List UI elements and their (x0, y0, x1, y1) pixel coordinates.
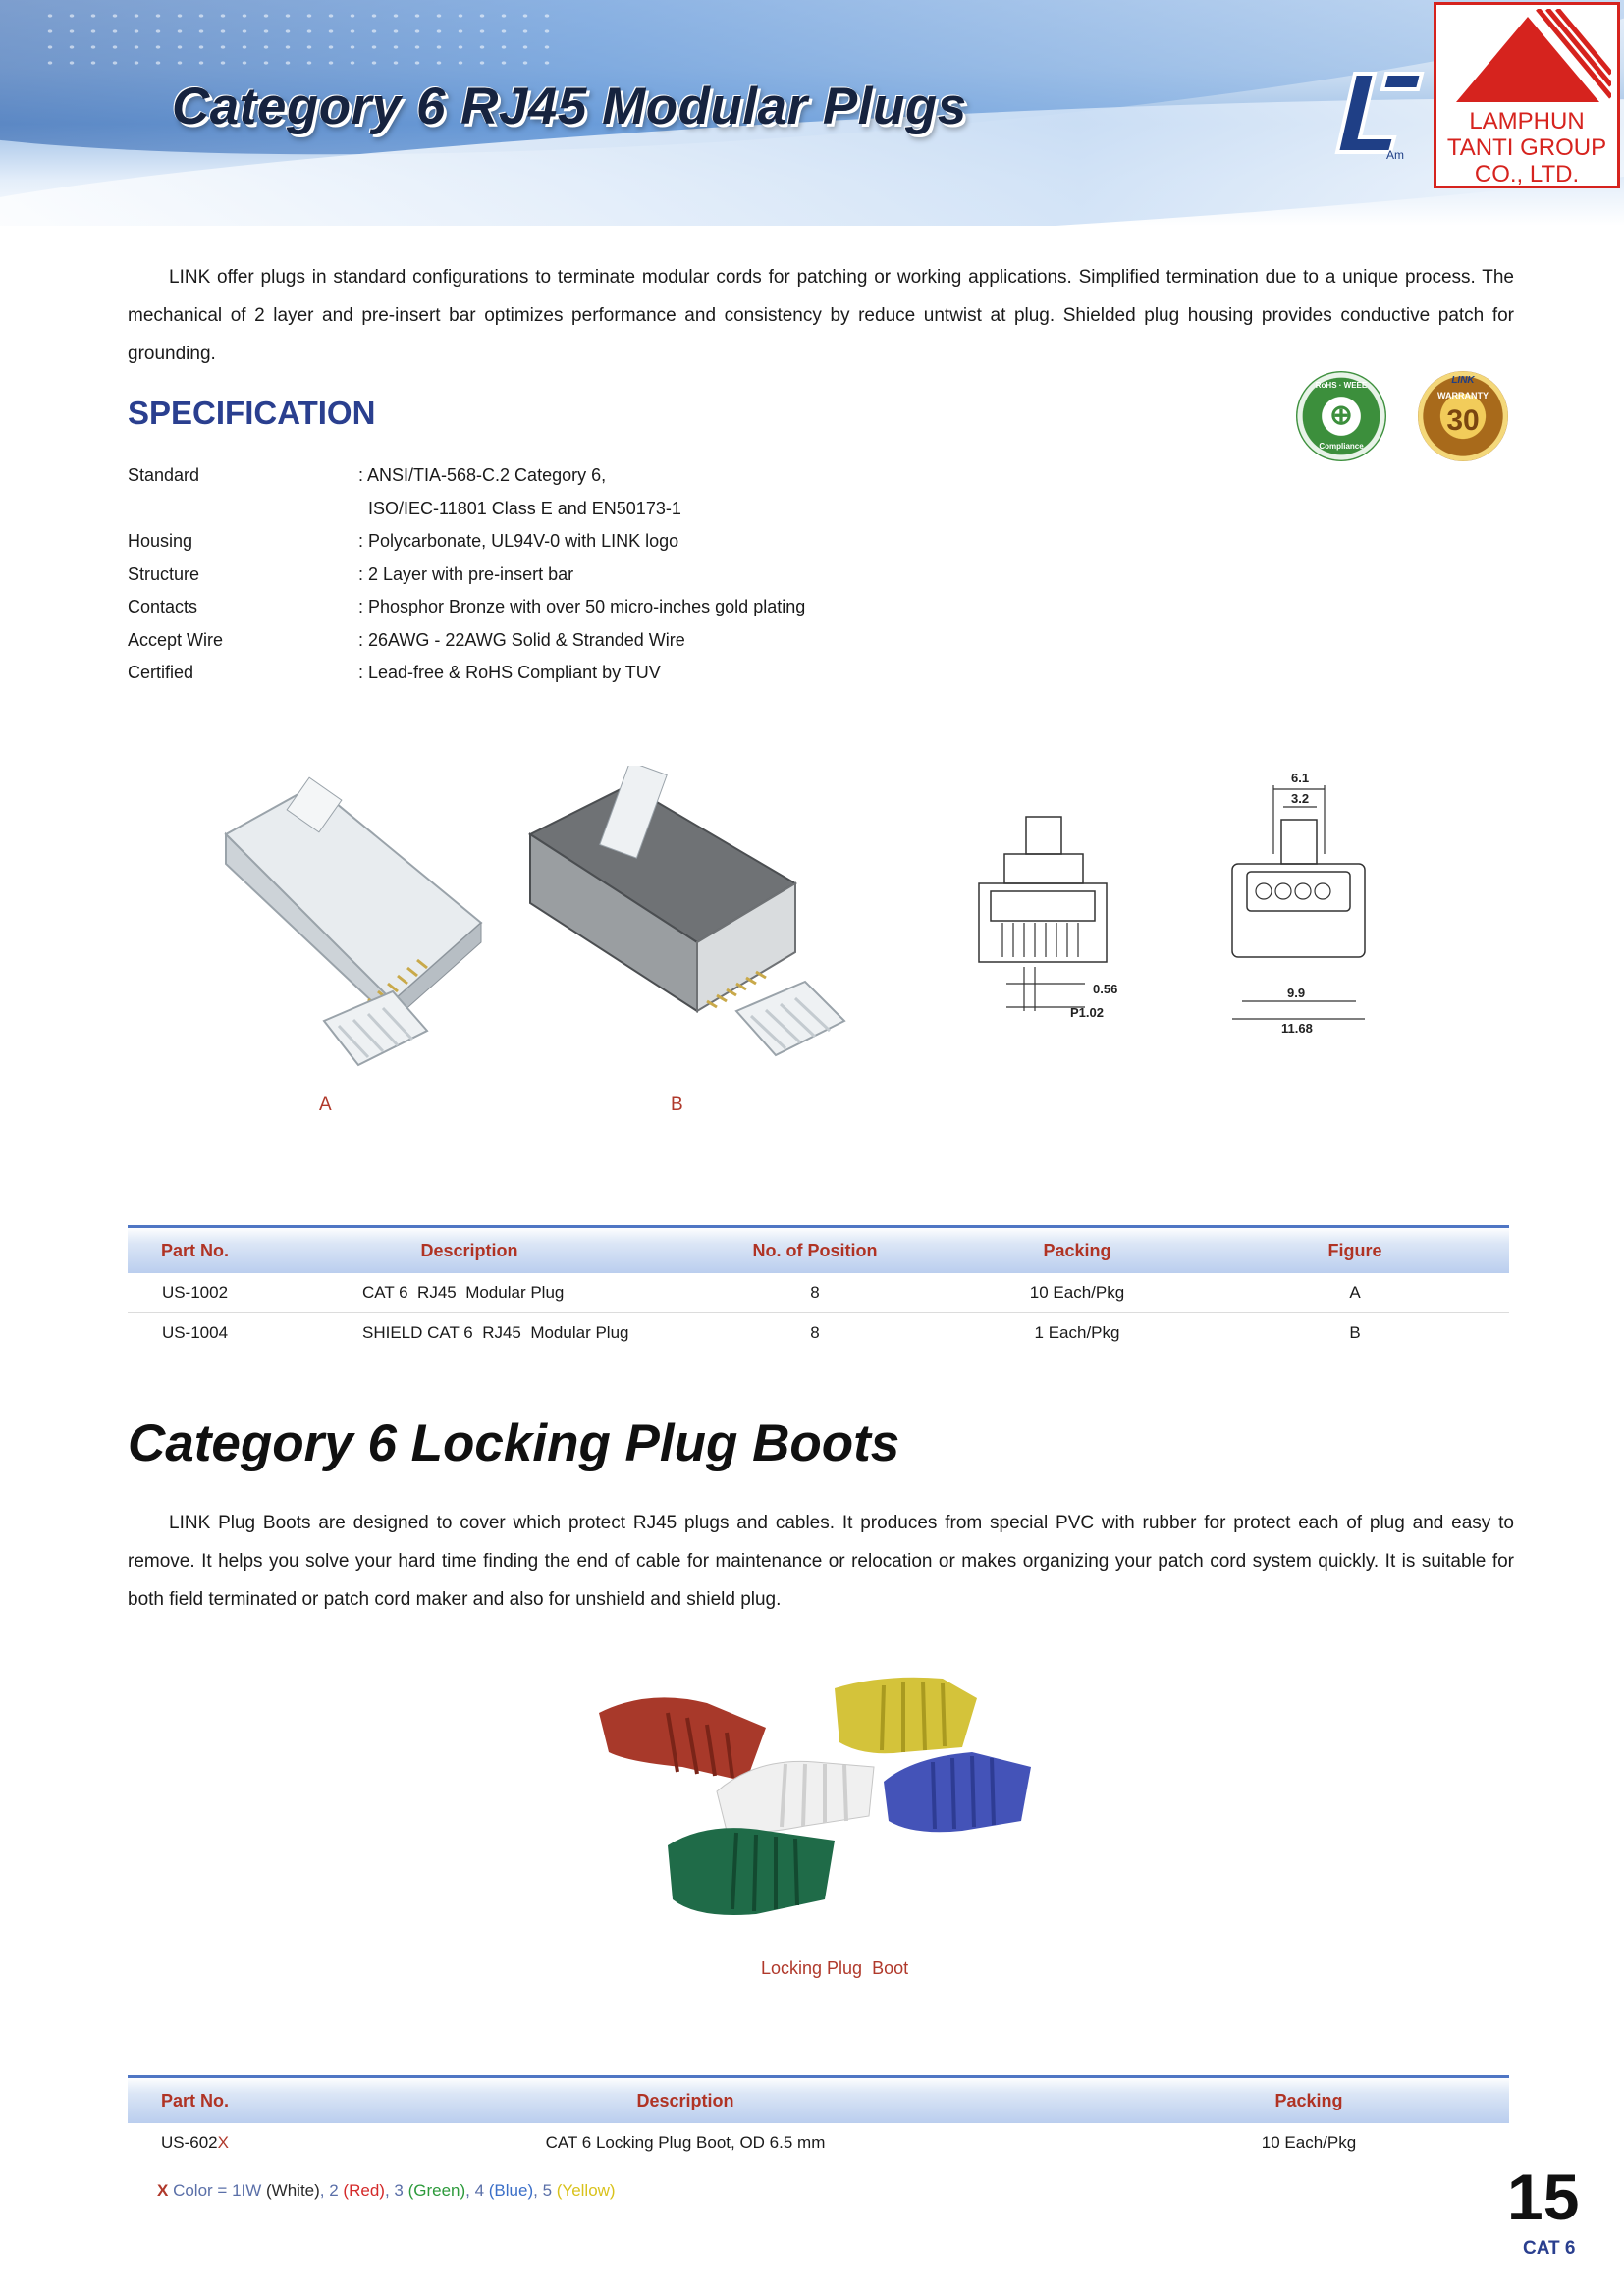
color-legend (157, 2181, 616, 2201)
banner-dots (39, 8, 550, 67)
part-suffix: X (217, 2133, 229, 2152)
cell-figure: B (1349, 1323, 1361, 1342)
boots-section-title: Category 6 Locking Plug Boots (128, 1415, 900, 1472)
spec-value: : ANSI/TIA-568-C.2 Category 6, (358, 465, 607, 486)
spec-value: : 2 Layer with pre-insert bar (358, 563, 574, 584)
column-header: Part No. (128, 1227, 262, 1274)
color-red: (Red) (343, 2181, 385, 2200)
spec-value: : Phosphor Bronze with over 50 micro-inches gold plating (358, 597, 806, 617)
cell-description: CAT 6 Locking Plug Boot, OD 6.5 mm (545, 2133, 826, 2152)
boots-paragraph (128, 1504, 1514, 1619)
color-sep: , 2 (319, 2181, 344, 2200)
lamphun-logo (1434, 2, 1620, 188)
boot-blue (884, 1752, 1031, 1832)
spec-value: ISO/IEC-11801 Class E and EN50173-1 (358, 498, 681, 518)
intro-paragraph (128, 258, 1514, 373)
cell-positions: 8 (677, 1273, 953, 1313)
spec-value: : Polycarbonate, UL94V-0 with LINK logo (358, 531, 679, 552)
boots-text: LINK Plug Boots are designed to cover which protect RJ45 plugs and cables. It produces from special PVC with rubber for protect each of plug and easy to remove. It helps you solve your hard time finding the end of cable for maintenance or relocation or makes organizing your patch cord system quickly. It is suitable for both field terminated or patch cord maker and also for unshield and shield plug. (128, 1513, 1514, 1610)
rohs-badge-text: RoHS · WEEE (1315, 381, 1368, 390)
cell-part-no: US-1004 (161, 1323, 229, 1342)
table-row (128, 2123, 1509, 2163)
cell-positions: 8 (810, 1323, 820, 1342)
spec-label: Standard (128, 465, 200, 486)
page-title: Category 6 RJ45 Modular Plugs (172, 78, 967, 135)
column-header: Description (262, 1227, 677, 1274)
globe-icon: ⊕ (1329, 400, 1353, 430)
specification-title: SPECIFICATION (128, 395, 376, 431)
spec-label: Contacts (128, 597, 198, 617)
boots-table-header (128, 2077, 1509, 2124)
spec-label: Housing (128, 531, 193, 552)
link-logo-mark (1326, 54, 1434, 162)
cell-packing: 1 Each/Pkg (1034, 1323, 1120, 1342)
part-prefix: US-602 (161, 2133, 218, 2152)
spec-row (128, 624, 805, 658)
plugs-table (128, 1225, 1509, 1353)
lamphun-line1: LAMPHUN (1469, 108, 1585, 134)
warranty-badge-brand: LINK (1451, 375, 1475, 386)
dim-99-label: 9.9 (1287, 986, 1306, 1000)
color-x: X (157, 2181, 169, 2200)
dim-1168-label: 11.68 (1281, 1021, 1313, 1036)
warranty-badge (1418, 371, 1508, 461)
color-sep: , 5 (533, 2181, 557, 2200)
spec-row (128, 657, 805, 690)
plug-boots-image (589, 1674, 1041, 1939)
column-header: Part No. (128, 2077, 262, 2124)
lamphun-triangle-icon (1444, 9, 1611, 107)
spec-label: Accept Wire (128, 629, 224, 650)
spec-value: : 26AWG - 22AWG Solid & Stranded Wire (358, 629, 685, 650)
column-header: Figure (1201, 1227, 1509, 1274)
lamphun-line2: TANTI GROUP (1446, 134, 1607, 161)
spec-row (128, 459, 805, 493)
boot-green (668, 1828, 835, 1915)
specification-table (128, 459, 805, 690)
intro-text: LINK offer plugs in standard configurations to terminate modular cords for patching or working applications. Simplified termination due to a unique process. The mechanical of 2 layer and pre-insert bar optimizes performance and consistency by reduce untwist at plug. Shielded plug housing provides conductive patch for grounding. (128, 267, 1514, 364)
figure-label-b: B (671, 1095, 683, 1115)
dimension-drawings (967, 766, 1380, 1041)
color-yellow: (Yellow) (556, 2181, 616, 2200)
rohs-badge-sub: Compliance (1319, 442, 1364, 451)
link-am-text: Am (1386, 148, 1404, 162)
rohs-weee-badge (1296, 371, 1386, 461)
color-prefix: Color = 1IW (168, 2181, 267, 2200)
column-header: No. of Position (677, 1227, 953, 1274)
warranty-badge-label: WARRANTY (1437, 391, 1489, 400)
cell-part-no (128, 2123, 262, 2163)
spec-row (128, 493, 805, 526)
spec-label: Certified (128, 663, 194, 683)
cell-part-no: US-1002 (128, 1273, 262, 1313)
plugs-table-header (128, 1227, 1509, 1274)
cell-description: SHIELD CAT 6 RJ45 Modular Plug (362, 1323, 629, 1342)
color-sep: , 3 (384, 2181, 408, 2200)
spec-row (128, 525, 805, 559)
lamphun-line3: CO., LTD. (1474, 161, 1580, 187)
dim-p102-label: P1.02 (1070, 1005, 1104, 1020)
column-header: Description (262, 2077, 1109, 2124)
cell-description: CAT 6 RJ45 Modular Plug (262, 1273, 677, 1313)
spec-label (128, 493, 358, 526)
boot-red (599, 1697, 766, 1782)
color-sep: , 4 (465, 2181, 489, 2200)
column-header: Packing (1109, 2077, 1509, 2124)
cell-packing: 10 Each/Pkg (1261, 2133, 1357, 2152)
dim-32-label: 3.2 (1291, 791, 1310, 806)
dim-61-label: 6.1 (1291, 771, 1310, 785)
spec-row (128, 591, 805, 624)
column-header: Packing (953, 1227, 1201, 1274)
boots-caption: Locking Plug Boot (761, 1958, 909, 1978)
warranty-badge-years: 30 (1446, 404, 1480, 437)
table-row (128, 1313, 1509, 1354)
boots-table (128, 2075, 1509, 2163)
page-section-label: CAT 6 (1523, 2238, 1576, 2259)
plug-a-image (206, 775, 491, 1099)
plug-b-image (520, 766, 864, 1090)
spec-value: : Lead-free & RoHS Compliant by TUV (358, 663, 661, 683)
dim-056-label: 0.56 (1093, 982, 1118, 996)
table-row (128, 1273, 1509, 1313)
color-green: (Green) (407, 2181, 466, 2200)
color-white: (White) (266, 2181, 320, 2200)
header-banner (0, 0, 1624, 226)
spec-label: Structure (128, 563, 200, 584)
figure-label-a: A (319, 1095, 332, 1115)
boot-yellow (835, 1678, 977, 1754)
color-blue: (Blue) (488, 2181, 534, 2200)
cell-figure: A (1201, 1273, 1509, 1313)
cell-packing: 10 Each/Pkg (953, 1273, 1201, 1313)
page-number: 15 (1507, 2161, 1580, 2233)
spec-row (128, 559, 805, 592)
